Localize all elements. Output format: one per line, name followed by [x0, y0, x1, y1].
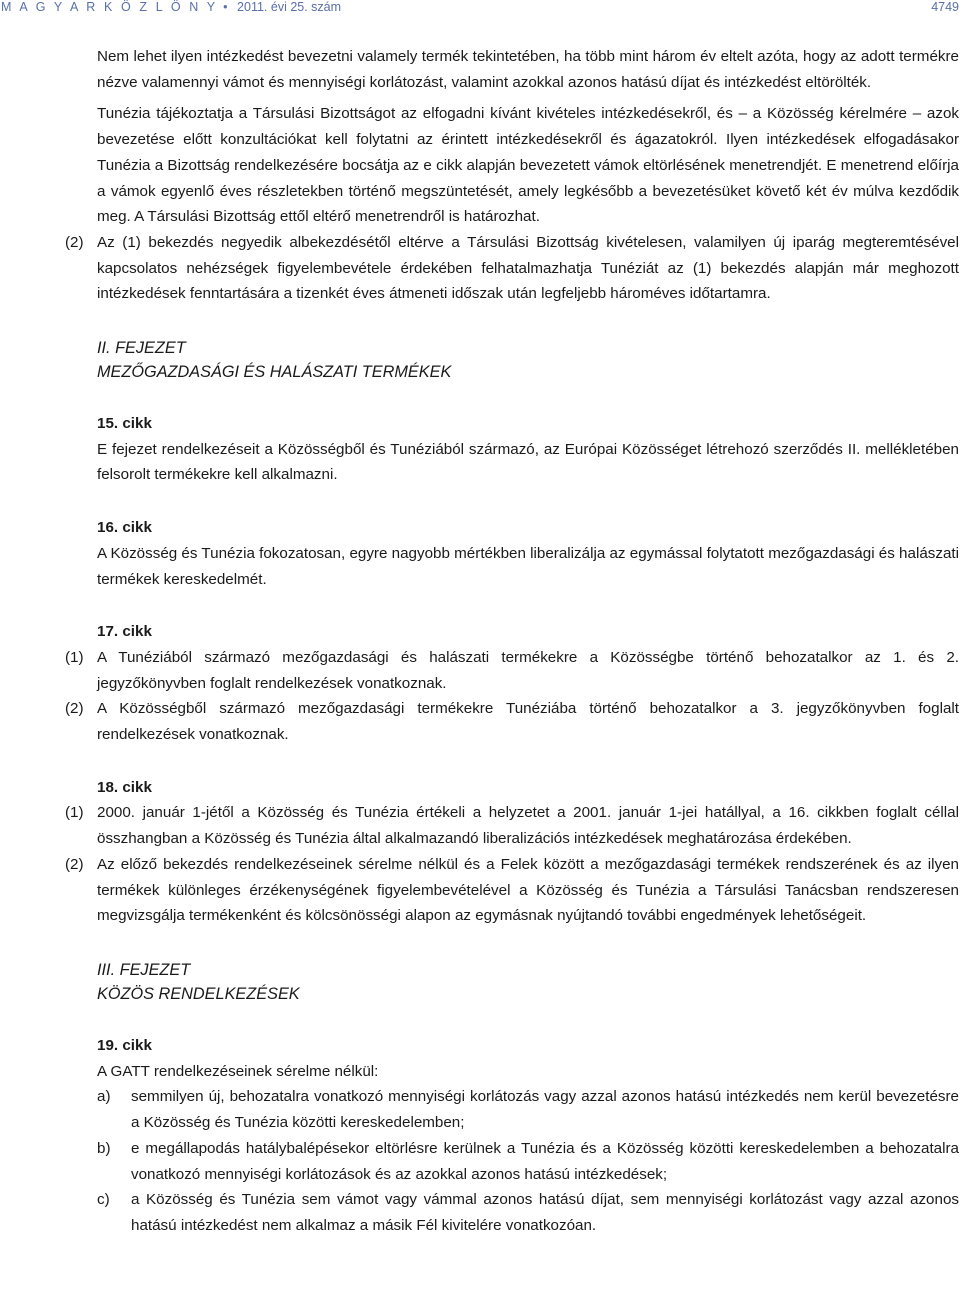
- list-label: c): [97, 1191, 110, 1209]
- paragraph-number: (2): [65, 233, 84, 251]
- paragraph-text: Az előző bekezdés rendelkezéseinek sérelme nélkül és a Felek között a mezőgazdasági termékek rendszerének és az ilyen termékek különleges érzékenységének figyelembevételével a Közösség és Tunézia a Társulási Tanácsban rendszeresen megvizsgálja termékenként és kölcsönösségi alapon az egymásnak nyújtandó további engedmények lehetőségeit.: [97, 855, 959, 925]
- paragraph-continuation: Nem lehet ilyen intézkedést bevezetni valamely termék tekintetében, ha több mint három év eltelt azóta, hogy az adott termékre nézve valamennyi vámot és mennyiségi korlátozást, valamint azokkal azonos hatású díjat és intézkedést eltörölték.: [97, 48, 959, 91]
- list-label: b): [97, 1139, 111, 1157]
- paragraph-number: (2): [65, 855, 84, 873]
- list-item: [97, 1136, 959, 1187]
- list-label: a): [97, 1088, 111, 1106]
- article-text: A Közösség és Tunézia fokozatosan, egyre nagyobb mértékben liberalizálja az egymással folytatott mezőgazdasági és halászati termékek kereskedelmét.: [97, 544, 959, 588]
- paragraph-number: (1): [65, 648, 84, 666]
- paragraph-2: [65, 852, 959, 929]
- paragraph-tunisia-notice: Tunézia tájékoztatja a Társulási Bizottságot az elfogadni kívánt kivételes intézkedésekről, és – a Közösség kérelmére – azok bevezetése előtt konzultációkat kell folytatni az érintett intézkedésekről és ágazatokról. Ilyen intézkedések elfogadásakor Tunézia a Bizottság rendelkezésére bocsátja az e cikk alapján bevezetett vámok eltörlésének menetrendjét. E menetrend előírja a vámok egyenlő éves részletekben történő megszüntetését, amely legkésőbb a bevezetésüket követő két év múlva kezdődik meg. A Társulási Bizottság ettől eltérő menetrendről is határozhat.: [97, 105, 959, 226]
- article-title: 17. cikk: [97, 623, 152, 641]
- article-intro: A GATT rendelkezéseinek sérelme nélkül:: [97, 1062, 379, 1080]
- list-item: [97, 1187, 959, 1238]
- running-title: [1, 0, 341, 14]
- paragraph-2: [65, 230, 959, 307]
- journal-name: M A G Y A R K Ö Z L Ö N Y: [1, 0, 218, 14]
- article-title: 18. cikk: [97, 778, 152, 796]
- article-text: E fejezet rendelkezéseit a Közösségből és Tunéziából származó, az Európai Közösséget létrehozó szerződés II. mellékletében felsorolt termékekre kell alkalmazni.: [97, 440, 959, 484]
- paragraph-2: [65, 696, 959, 747]
- chapter-number: II. FEJEZET: [97, 339, 186, 358]
- chapter-number: III. FEJEZET: [97, 960, 191, 979]
- page-header: [0, 0, 960, 14]
- bullet-separator: •: [223, 0, 228, 14]
- paragraph-text: 2000. január 1-jétől a Közösség és Tunézia értékeli a helyzetet a 2001. január 1-jei hatállyal, a 16. cikkben foglalt céllal összhangban a Közösség és Tunézia által alkalmazandó liberalizációs intézkedések meghatározása érdekében.: [97, 804, 959, 848]
- paragraph-number: (2): [65, 700, 84, 718]
- article-title: 15. cikk: [97, 415, 152, 433]
- chapter-title: MEZŐGAZDASÁGI ÉS HALÁSZATI TERMÉKEK: [97, 363, 452, 382]
- document-body: [65, 44, 959, 1239]
- article-title: 16. cikk: [97, 519, 152, 537]
- paragraph-text: Az (1) bekezdés negyedik albekezdésétől eltérve a Társulási Bizottság kivételesen, valamilyen új iparág megteremtésével kapcsolatos nehézségek figyelembevétele érdekében felhatalmazhatja Tunéziát az (1) bekezdés alapján már meghozott intézkedések fenntartására a tizenkét éves átmeneti időszak után legfeljebb hároméves időtartamra.: [97, 233, 959, 303]
- article-title: 19. cikk: [97, 1036, 152, 1054]
- paragraph-number: (1): [65, 804, 84, 822]
- page-number: 4749: [931, 0, 959, 14]
- list-text: a Közösség és Tunézia sem vámot vagy vámmal azonos hatású díjat, sem mennyiségi korlátozást vagy azzal azonos hatású intézkedést nem alkalmaz a másik Fél kivitelére vonatkozóan.: [131, 1191, 959, 1234]
- paragraph-text: A Tunéziából származó mezőgazdasági és halászati termékekre a Közösségbe történő behozatalkor az 1. és 2. jegyzőkönyvben foglalt rendelkezések vonatkoznak.: [97, 648, 959, 692]
- paragraph-text: A Közösségből származó mezőgazdasági termékekre Tunéziába történő behozatalkor a 3. jegyzőkönyvben foglalt rendelkezések vonatkoznak.: [97, 700, 959, 744]
- chapter-title: KÖZÖS RENDELKEZÉSEK: [97, 984, 300, 1003]
- list-text: semmilyen új, behozatalra vonatkozó mennyiségi korlátozás vagy azzal azonos hatású intézkedés nem kerül bevezetésre a Közösség és Tunézia közötti kereskedelemben;: [131, 1088, 959, 1132]
- paragraph-1: [65, 800, 959, 851]
- list-item: [97, 1084, 959, 1135]
- list-text: e megállapodás hatálybalépésekor eltörlésre kerülnek a Tunézia és a Közösség közötti kereskedelemben a behozatalra vonatkozó mennyiségi korlátozások és az azokkal azonos hatású intézkedések;: [131, 1139, 959, 1183]
- paragraph-1: [65, 645, 959, 696]
- issue-date: 2011. évi 25. szám: [237, 0, 342, 14]
